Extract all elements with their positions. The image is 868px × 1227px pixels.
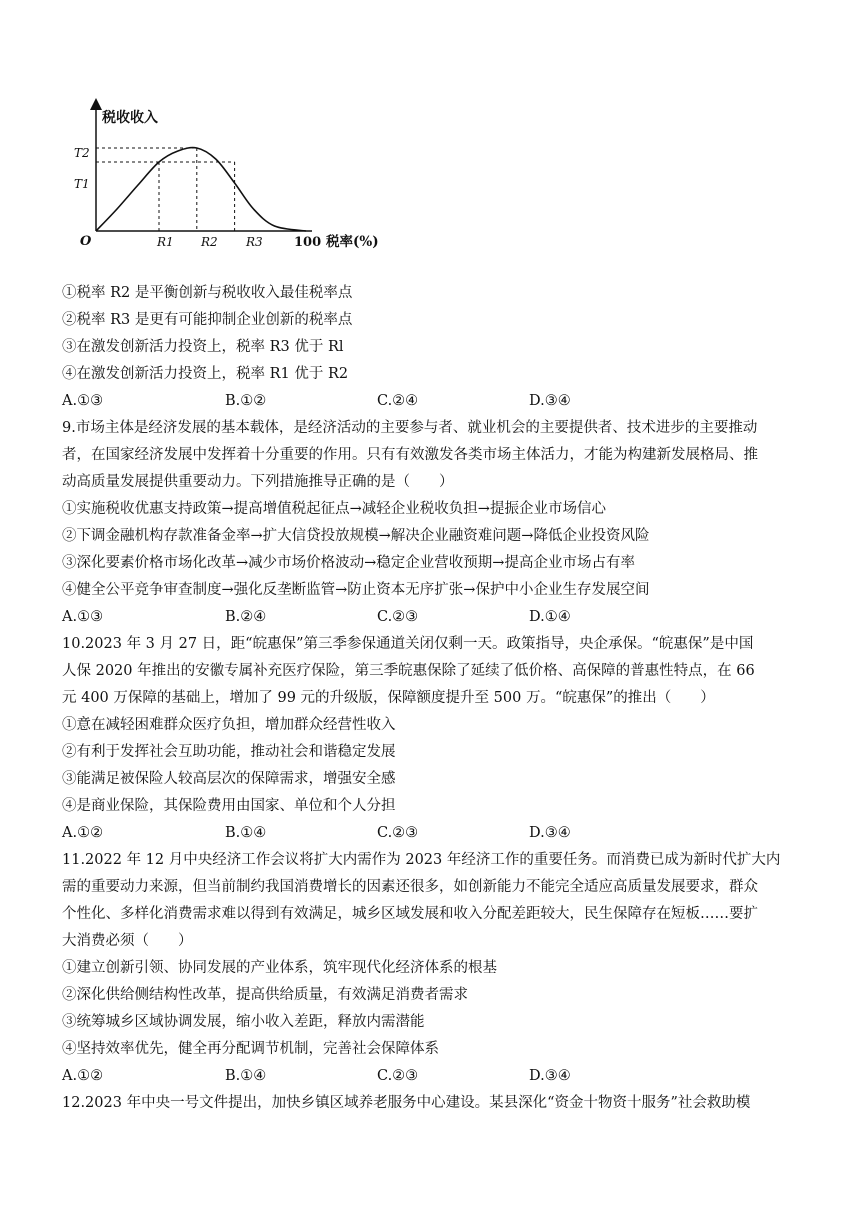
q9-stem-line-3: 动高质量发展提供重要动力。下列措施推导正确的是（ ） <box>62 474 454 490</box>
y-tick-t2: T2 <box>74 146 90 160</box>
q11-stem-line-2: 需的重要动力来源，但当前制约我国消费增长的因素还很多，如创新能力不能完全适应高质量发展要求，群众 <box>62 879 758 895</box>
q10-choice-b[interactable]: B.①④ <box>225 825 267 841</box>
q8-statement-3: ③在激发创新活力投资上，税率 R3 优于 Rl <box>62 339 344 355</box>
q10-statement-3: ③能满足被保险人较高层次的保障需求，增强安全感 <box>62 771 396 787</box>
q10-choice-c[interactable]: C.②③ <box>377 825 419 841</box>
tax-revenue-curve <box>96 148 306 231</box>
q11-statement-1: ①建立创新引领、协同发展的产业体系，筑牢现代化经济体系的根基 <box>62 960 497 976</box>
q12-stem-line-1: 12.2023 年中央一号文件提出，加快乡镇区域养老服务中心建设。某县深化“资金十物资十服务”社会救助模 <box>62 1095 751 1111</box>
q8-choice-a[interactable]: A.①③ <box>62 393 104 409</box>
q9-stem-line-1: 9.市场主体是经济发展的基本载体，是经济活动的主要参与者、就业机会的主要提供者、技术进步的主要推动 <box>62 420 758 436</box>
q9-choice-c[interactable]: C.②③ <box>377 609 419 625</box>
q9-stem-line-2: 者，在国家经济发展中发挥着十分重要的作用。只有有效激发各类市场主体活力，才能为构建新发展格局、推 <box>62 447 758 463</box>
q11-choice-b[interactable]: B.①④ <box>225 1068 267 1084</box>
q10-choice-a[interactable]: A.①② <box>62 825 104 841</box>
q9-statement-2: ②下调金融机构存款准备金率→扩大信贷投放规模→解决企业融资难问题→降低企业投资风险 <box>62 528 650 544</box>
q11-choice-d[interactable]: D.③④ <box>529 1068 571 1084</box>
tax-revenue-chart <box>70 98 400 258</box>
q8-statement-4: ④在激发创新活力投资上，税率 R1 优于 R2 <box>62 366 349 382</box>
q10-statement-1: ①意在减轻困难群众医疗负担，增加群众经营性收入 <box>62 717 396 733</box>
q11-choice-c[interactable]: C.②③ <box>377 1068 419 1084</box>
q8-choice-d[interactable]: D.③④ <box>529 393 571 409</box>
q9-statement-1: ①实施税收优惠支持政策→提高增值税起征点→减轻企业税收负担→提振企业市场信心 <box>62 501 606 517</box>
x-tick-r1: R1 <box>157 235 174 249</box>
q10-choice-d[interactable]: D.③④ <box>529 825 571 841</box>
x-tick-r3: R3 <box>246 235 263 249</box>
q10-stem-line-1: 10.2023 年 3 月 27 日，距“皖惠保”第三季参保通道关闭仅剩一天。政策指导，央企承保。“皖惠保”是中国 <box>62 636 754 652</box>
q8-choice-c[interactable]: C.②④ <box>377 393 419 409</box>
q11-stem-line-1: 11.2022 年 12 月中央经济工作会议将扩大内需作为 2023 年经济工作的重要任务。而消费已成为新时代扩大内 <box>62 852 781 868</box>
q9-choice-d[interactable]: D.①④ <box>529 609 571 625</box>
q11-statement-2: ②深化供给侧结构性改革，提高供给质量，有效满足消费者需求 <box>62 987 468 1003</box>
q11-stem-line-3: 个性化、多样化消费需求难以得到有效满足，城乡区域发展和收入分配差距较大，民生保障存在短板……要扩 <box>62 906 758 922</box>
x-axis-label: 税率(%) <box>326 234 379 250</box>
q11-statement-4: ④坚持效率优先，健全再分配调节机制，完善社会保障体系 <box>62 1041 439 1057</box>
q8-statement-2: ②税率 R3 是更有可能抑制企业创新的税率点 <box>62 312 353 328</box>
q8-choice-b[interactable]: B.①② <box>225 393 267 409</box>
origin-label: O <box>80 234 92 249</box>
q9-choice-b[interactable]: B.②④ <box>225 609 267 625</box>
x-tick-r2: R2 <box>201 235 218 249</box>
y-tick-t1: T1 <box>74 177 90 191</box>
q10-stem-line-2: 人保 2020 年推出的安徽专属补充医疗保险，第三季皖惠保除了延续了低价格、高保障的普惠性特点，在 66 <box>62 663 755 679</box>
chart-guide-lines <box>96 148 235 231</box>
q8-statement-1: ①税率 R2 是平衡创新与税收收入最佳税率点 <box>62 285 353 301</box>
q11-statement-3: ③统筹城乡区域协调发展，缩小收入差距，释放内需潜能 <box>62 1014 425 1030</box>
y-axis-label: 税收收入 <box>102 110 158 126</box>
q10-statement-4: ④是商业保险，其保险费用由国家、单位和个人分担 <box>62 798 396 814</box>
q9-statement-4: ④健全公平竞争审查制度→强化反垄断监管→防止资本无序扩张→保护中小企业生存发展空间 <box>62 582 650 598</box>
q9-choice-a[interactable]: A.①③ <box>62 609 104 625</box>
q11-choice-a[interactable]: A.①② <box>62 1068 104 1084</box>
q9-statement-3: ③深化要素价格市场化改革→减少市场价格波动→稳定企业营收预期→提高企业市场占有率 <box>62 555 635 571</box>
q10-stem-line-3: 元 400 万保障的基础上，增加了 99 元的升级版，保障额度提升至 500 万。“皖惠保”的推出（ ） <box>62 690 715 706</box>
q11-stem-line-4: 大消费必须（ ） <box>62 933 193 949</box>
q10-statement-2: ②有利于发挥社会互助功能，推动社会和谐稳定发展 <box>62 744 396 760</box>
x-tick-100: 100 <box>294 235 322 250</box>
